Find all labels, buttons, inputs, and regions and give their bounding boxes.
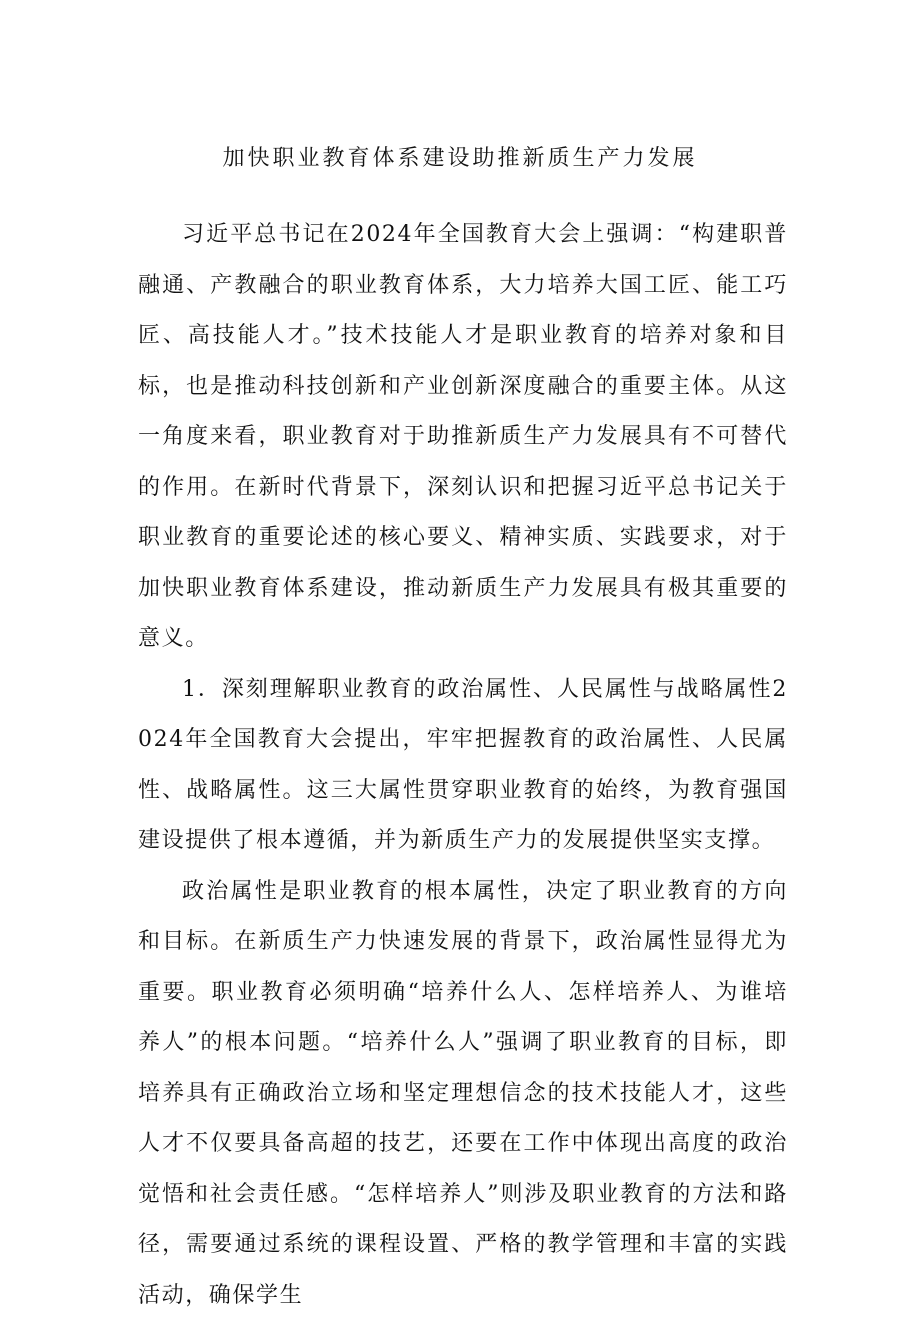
paragraph-section-1: 1．深刻理解职业教育的政治属性、人民属性与战略属性2024年全国教育大会提出，牢牢把握教育的政治属性、人民属性、战略属性。这三大属性贯穿职业教育的始终，为教育强国建设提供了根本遵循，并为新质生产力的发展提供坚实支撑。	[138, 665, 788, 867]
document-body	[138, 210, 788, 1321]
document-title: 加快职业教育体系建设助推新质生产力发展	[0, 144, 920, 174]
paragraph-intro: 习近平总书记在2024年全国教育大会上强调：“构建职普融通、产教融合的职业教育体系，大力培养大国工匠、能工巧匠、高技能人才。”技术技能人才是职业教育的培养对象和目标，也是推动科技创新和产业创新深度融合的重要主体。从这一角度来看，职业教育对于助推新质生产力发展具有不可替代的作用。在新时代背景下，深刻认识和把握习近平总书记关于职业教育的重要论述的核心要义、精神实质、实践要求，对于加快职业教育体系建设，推动新质生产力发展具有极其重要的意义。	[138, 210, 788, 665]
paragraph-political-attribute: 政治属性是职业教育的根本属性，决定了职业教育的方向和目标。在新质生产力快速发展的背景下，政治属性显得尤为重要。职业教育必须明确“培养什么人、怎样培养人、为谁培养人”的根本问题。“培养什么人”强调了职业教育的目标，即培养具有正确政治立场和坚定理想信念的技术技能人才，这些人才不仅要具备高超的技艺，还要在工作中体现出高度的政治觉悟和社会责任感。“怎样培养人”则涉及职业教育的方法和路径，需要通过系统的课程设置、严格的教学管理和丰富的实践活动，确保学生	[138, 867, 788, 1321]
